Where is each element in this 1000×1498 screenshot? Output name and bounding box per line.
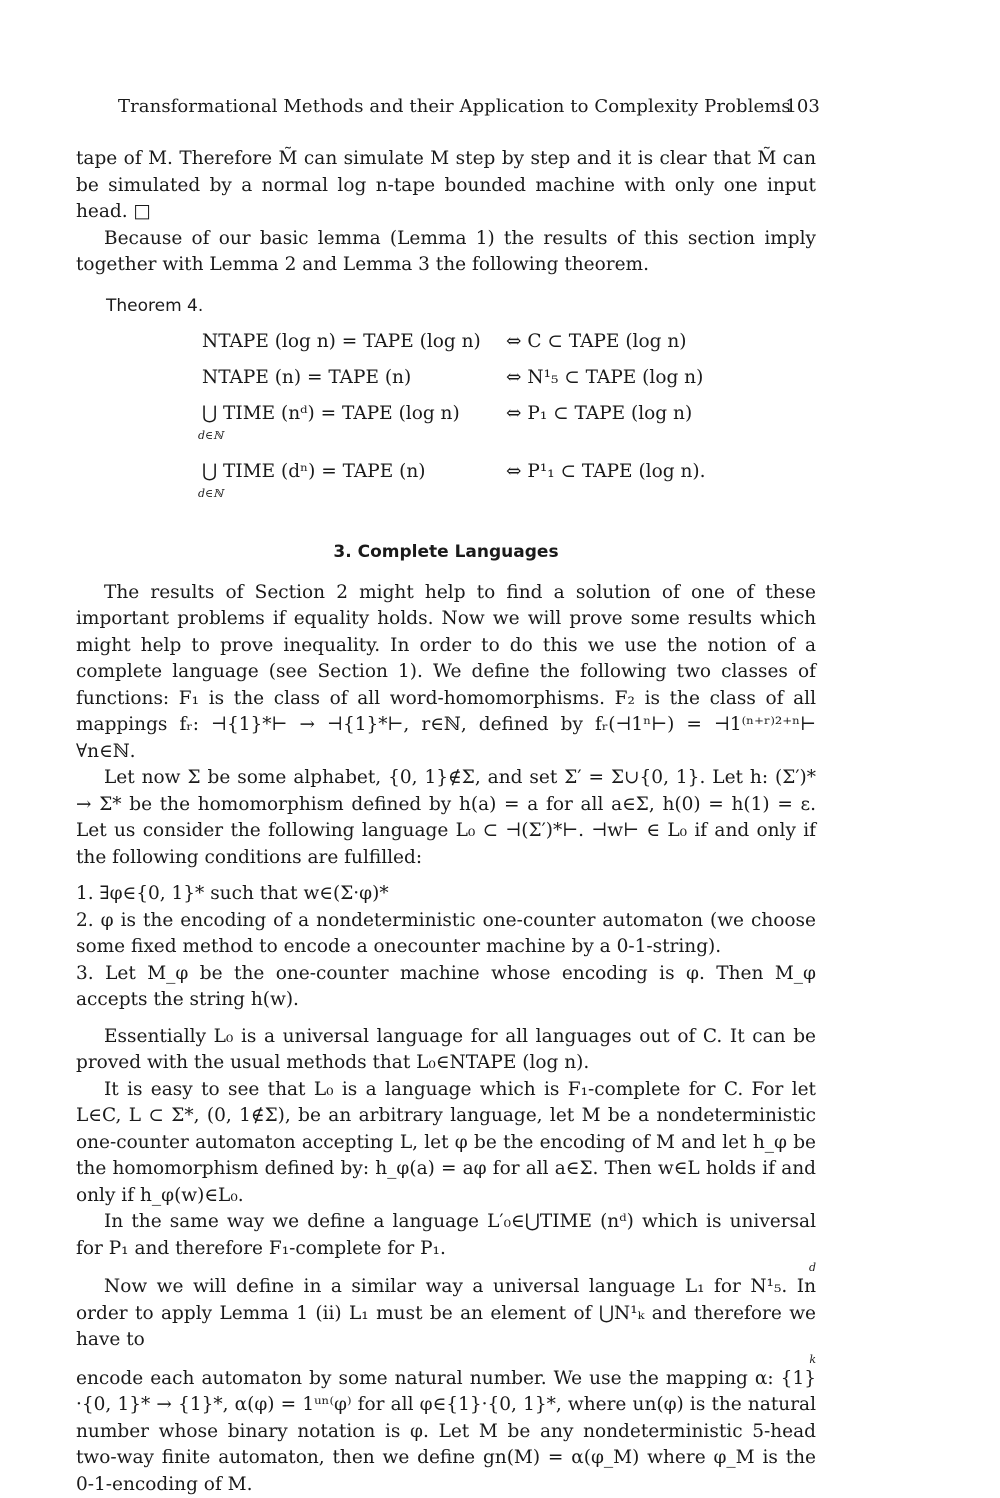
theorem-line-rhs: ⇔ P¹₁ ⊂ TAPE (log n).	[506, 459, 705, 486]
theorem-statement	[202, 329, 816, 517]
theorem-line-lhs: NTAPE (n) = TAPE (n)	[202, 365, 411, 392]
theorem-line-rhs: ⇔ C ⊂ TAPE (log n)	[506, 329, 686, 356]
theorem-line-lhs: NTAPE (log n) = TAPE (log n)	[202, 329, 481, 356]
paragraph-completeness: It is easy to see that L₀ is a language which is F₁-complete for C. For let L∈C, L ⊂ Σ*, (0, 1∉Σ), be an arbitrary language, let M be a nondeterministic one-counter automaton accepting L, let φ be the encoding of M and let h_φ be the homomorphism defined by: h_φ(a) = aφ for all a∈Σ. Then w∈L holds if and only if h_φ(w)∈L₀.	[76, 1077, 816, 1210]
paragraph-l0-prime	[76, 1209, 816, 1274]
condition-2: 2. φ is the encoding of a nondeterministic one-counter automaton (we choose some fixed method to encode a onecounter machine by a 0-1-string).	[76, 908, 816, 961]
condition-1: 1. ∃φ∈{0, 1}* such that w∈(Σ·φ)*	[76, 881, 816, 908]
theorem-line	[202, 459, 816, 517]
paragraph-continuation: tape of M. Therefore M̃ can simulate M step by step and it is clear that M̃ can be simulated by a normal log n-tape bounded machine with only one input head. □	[76, 146, 816, 226]
page-body	[76, 146, 816, 1498]
paragraph-language-definition: Let now Σ be some alphabet, {0, 1}∉Σ, and set Σ′ = Σ∪{0, 1}. Let h: (Σ′)* → Σ* be the homomorphism defined by h(a) = a for all a∈Σ, h(0) = h(1) = ε. Let us consider the following language L₀ ⊂ ⊣(Σ′)*⊢. ⊣w⊢ ∈ L₀ if and only if the following conditions are fulfilled:	[76, 765, 816, 871]
paragraph-universal-language: Essentially L₀ is a universal language for all languages out of C. It can be proved with the usual methods that L₀∈NTAPE (log n).	[76, 1024, 816, 1077]
running-title: Transformational Methods and their Application to Complexity Problems	[118, 96, 791, 117]
theorem-line	[202, 401, 816, 459]
paragraph-complete-languages: The results of Section 2 might help to find a solution of one of these important problems if equality holds. Now we will prove some results which might help to prove inequality. In order to do this we use the notion of a complete language (see Section 1). We define the following two classes of functions: F₁ is the class of all word-homomorphisms. F₂ is the class of all mappings fᵣ: ⊣{1}*⊢ → ⊣{1}*⊢, r∈ℕ, defined by fᵣ(⊣1ⁿ⊢) = ⊣1⁽ⁿ⁺ʳ⁾²⁺ⁿ⊢ ∀n∈ℕ.	[76, 580, 816, 766]
theorem-heading: Theorem 4.	[106, 293, 816, 320]
union-index: d∈ℕ	[198, 481, 223, 508]
union-index: d∈ℕ	[198, 423, 223, 450]
theorem-line-lhs: ⋃ TIME (dⁿ) = TAPE (n)	[202, 459, 425, 486]
paragraph-l0-prime-text: In the same way we define a language L′₀∈⋃TIME (nᵈ) which is universal for P₁ and therefore F₁-complete for P₁.	[76, 1211, 816, 1259]
theorem-line-lhs: ⋃ TIME (nᵈ) = TAPE (log n)	[202, 401, 460, 428]
theorem-line-rhs: ⇔ N¹₅ ⊂ TAPE (log n)	[506, 365, 703, 392]
condition-3: 3. Let M_φ be the one-counter machine whose encoding is φ. Then M_φ accepts the string h(w).	[76, 961, 816, 1014]
theorem-line-rhs: ⇔ P₁ ⊂ TAPE (log n)	[506, 401, 692, 428]
paragraph-lemma-reference: Because of our basic lemma (Lemma 1) the results of this section imply together with Lemma 2 and Lemma 3 the following theorem.	[76, 226, 816, 279]
union-index: d	[76, 1262, 816, 1274]
theorem-line	[202, 365, 816, 401]
theorem-line	[202, 329, 816, 365]
union-index: k	[76, 1354, 816, 1366]
paragraph-l1-text: Now we will define in a similar way a universal language L₁ for N¹₅. In order to apply Lemma 1 (ii) L₁ must be an element of ⋃N¹ₖ and therefore we have to	[76, 1276, 816, 1350]
paragraph-encoding: encode each automaton by some natural number. We use the mapping α: {1}·{0, 1}* → {1}*, α(φ) = 1ᵘⁿ⁽φ⁾ for all φ∈{1}·{0, 1}*, where un(φ) is the natural number whose binary notation is φ. Let M be any nondeterministic 5-head two-way finite automaton, then we define gn(M) = α(φ_M) where φ_M is the 0-1-encoding of M.	[76, 1366, 816, 1498]
section-heading: 3. Complete Languages	[76, 539, 816, 566]
page-number: 103	[785, 96, 820, 117]
paragraph-l1	[76, 1274, 816, 1366]
